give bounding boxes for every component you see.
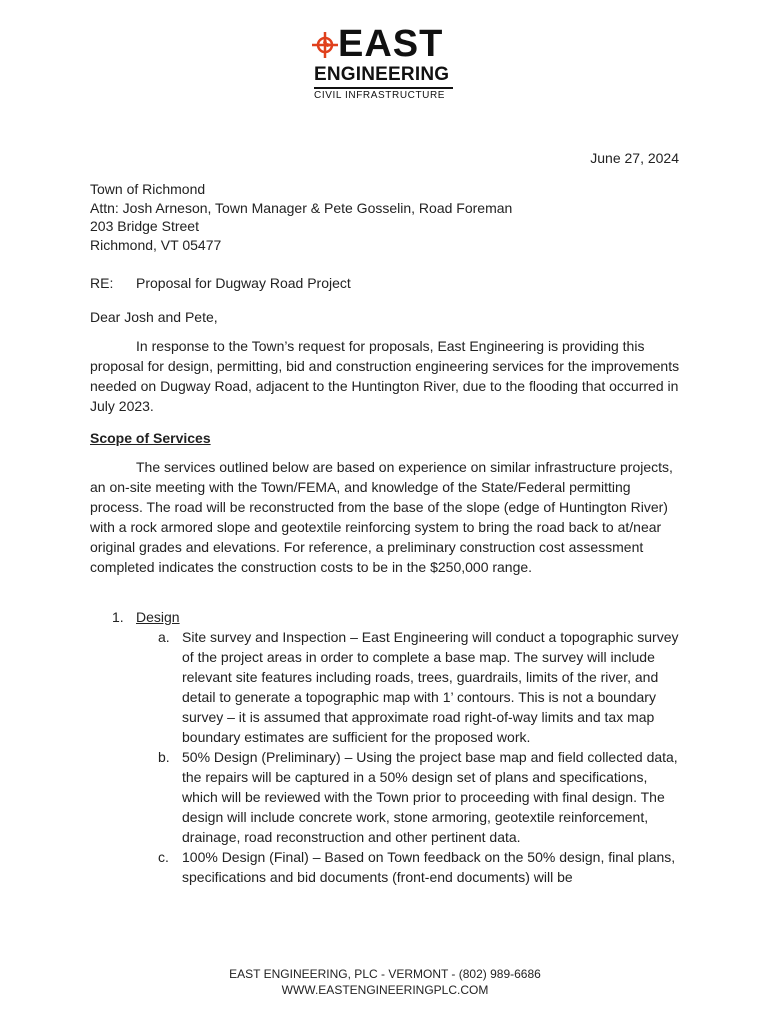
address-line: Attn: Josh Arneson, Town Manager & Pete Gosselin, Road Foreman <box>90 199 513 216</box>
letter-date: June 27, 2024 <box>590 150 679 166</box>
sub-item-text: Site survey and Inspection – East Engineering will conduct a topographic survey of the project areas in order to complete a base map. The survey will include relevant site features including roads, trees, guardrails, limits of the river, and detail to generate a topographic map with 1’ contours. This is not a boundary survey – it is assumed that approximate road right-of-way limits and tax map boundary estimates are sufficient for the proposed work. <box>182 629 679 745</box>
address-line: Town of Richmond <box>90 181 206 197</box>
sub-item-text: 50% Design (Preliminary) – Using the project base map and field collected data, the repairs will be captured in a 50% design set of plans and specifications, which will be reviewed with the Town prior to proceeding with final design. The design will include concrete work, stone armoring, geotextile reinforcement, drainage, road reconstruction and other pertinent data. <box>182 749 678 845</box>
re-label: RE: <box>90 275 114 291</box>
list-number: 1. <box>112 609 124 625</box>
recipient-address <box>90 180 512 254</box>
salutation: Dear Josh and Pete, <box>90 309 218 325</box>
sub-item-text: 100% Design (Final) – Based on Town feedback on the 50% design, final plans, specifications and bid documents (front-end documents) will be <box>182 849 676 885</box>
company-logo <box>312 23 462 102</box>
compass-crosshair-icon <box>312 32 338 58</box>
logo-engineering-text: ENGINEERING <box>314 64 450 85</box>
scope-paragraph: The services outlined below are based on experience on similar infrastructure projects, an on-site meeting with the Town/FEMA, and knowledge of the State/Federal permitting process. The road will be reconstructed from the base of the slope (edge of Huntington River) with a rock armored slope and geotextile reinforcing system to bring the road back to at/near original grades and elevations. For reference, a preliminary construction cost assessment completed indicates the construction costs to be in the $250,000 range. <box>90 459 673 575</box>
services-list <box>112 607 682 887</box>
list-item <box>112 607 682 627</box>
sub-list-item <box>112 627 682 747</box>
logo-east-text: EAST <box>338 23 444 65</box>
re-subject: Proposal for Dugway Road Project <box>136 275 351 291</box>
subject-line <box>90 273 351 293</box>
sub-list-item <box>112 747 682 847</box>
footer-website: WWW.EASTENGINEERINGPLC.COM <box>281 983 489 997</box>
sub-item-letter: b. <box>158 749 170 765</box>
section-heading: Scope of Services <box>90 430 211 446</box>
list-item-label: Design <box>136 609 180 625</box>
sub-item-letter: c. <box>158 849 169 865</box>
address-line: 203 Bridge Street <box>90 218 199 234</box>
address-line: Richmond, VT 05477 <box>90 236 222 253</box>
logo-tagline: CIVIL INFRASTRUCTURE <box>314 90 446 101</box>
intro-paragraph: In response to the Town’s request for proposals, East Engineering is providing this proposal for design, permitting, bid and construction engineering services for the improvements needed on Dugway Road, adjacent to the Huntington River, due to the flooding that occurred in July 2023. <box>90 338 680 414</box>
footer-contact: EAST ENGINEERING, PLC - VERMONT - (802) 989-6686 <box>229 967 541 981</box>
sub-item-letter: a. <box>158 629 170 645</box>
sub-list-item <box>112 847 682 887</box>
